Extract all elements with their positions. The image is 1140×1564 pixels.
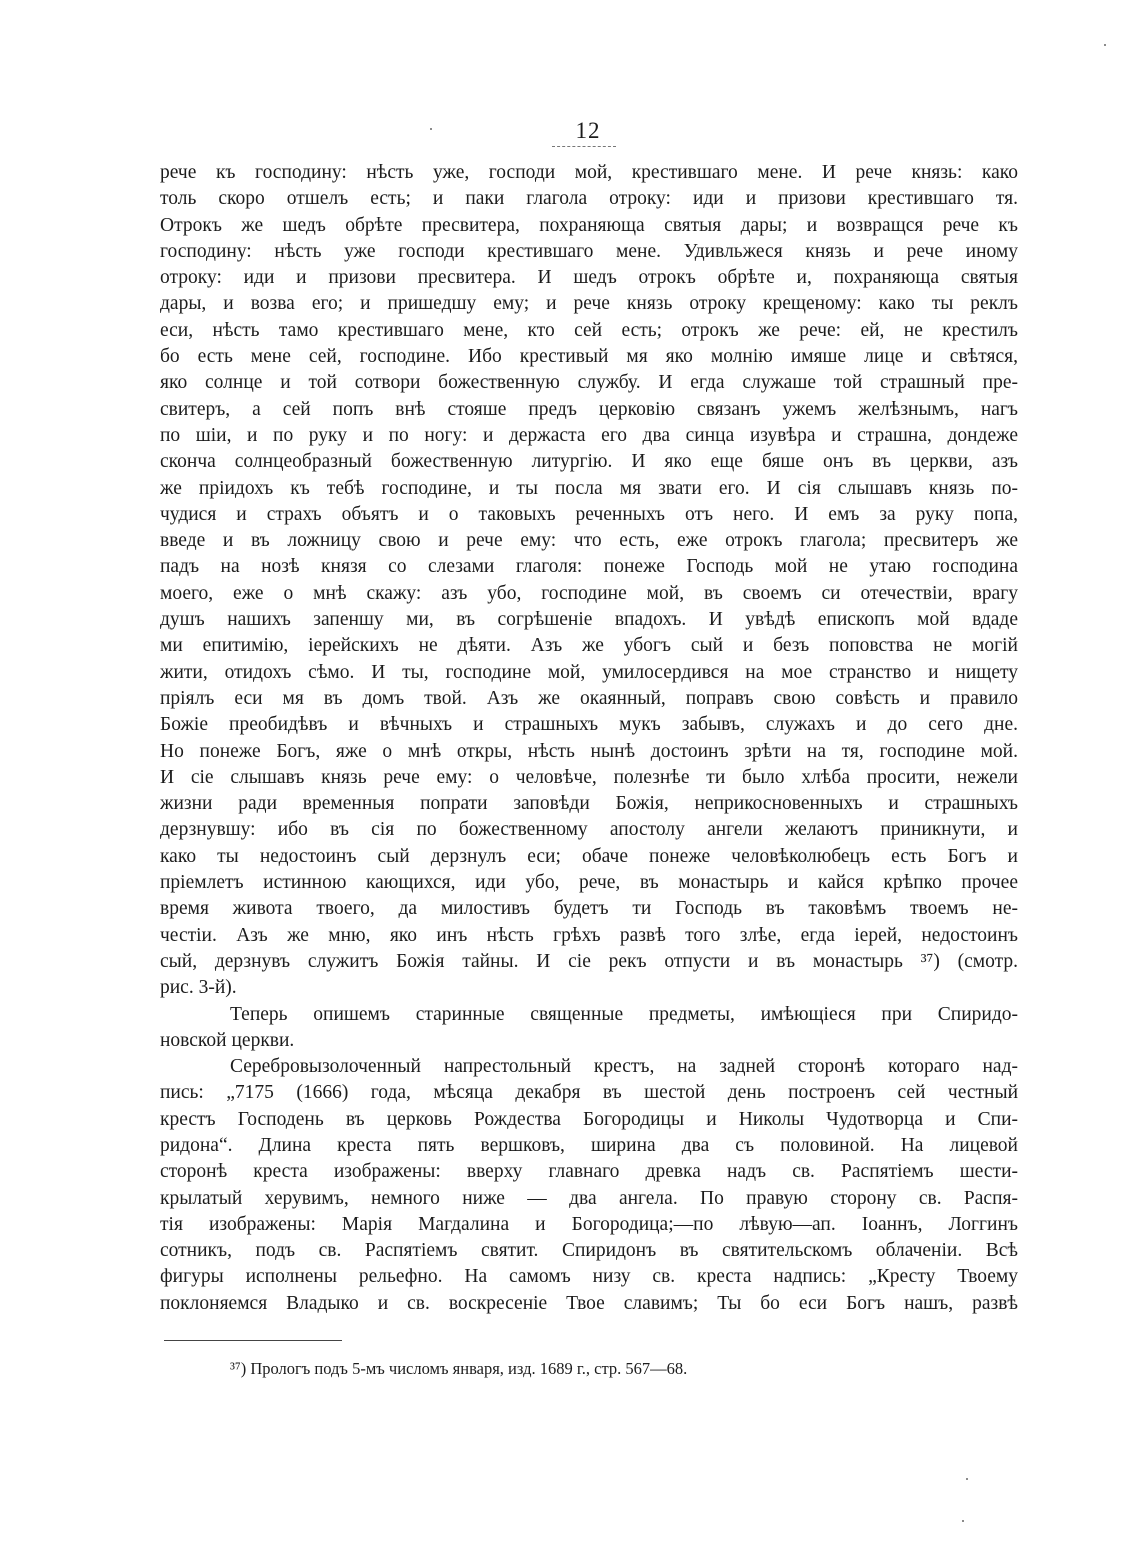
footnote: ³⁷) Прологъ подъ 5-мъ числомъ января, изд. 1689 г., стр. 567—68. bbox=[230, 1359, 688, 1378]
text-line: сый, дерзнувъ служитъ Божія тайны. И сіе рекъ отпусти и въ монастырь ³⁷) (смотр. bbox=[160, 950, 1018, 972]
text-line: господину: нѣсть уже господи крестившаго мене. Удивльжеся князь и рече иному bbox=[160, 240, 1018, 262]
text-line: честіи. Азъ же мню, яко инъ нѣсть грѣхъ развѣ того злѣе, егда іерей, недостоинъ bbox=[160, 924, 1018, 946]
text-line: душъ нашихъ запеншу ми, въ согрѣшеніе впадохъ. И увѣдѣ епископъ мой вдаде bbox=[160, 609, 1018, 631]
text-line: рече къ господину: нѣсть уже, господи мой, крестившаго мене. И рече князь: како bbox=[160, 162, 1018, 183]
text-line: дерзнувшу: ибо въ сія по божественному апостолу ангели желаютъ приникнути, и bbox=[160, 819, 1018, 841]
text-line: бо есть мене сей, господине. Ибо крестивый мя яко молнію имяше лице и свѣтяся, bbox=[160, 346, 1018, 368]
text-line: же пріидохъ къ тебѣ господине, и ты посла мя звати его. И сія слышавъ князь по- bbox=[160, 477, 1018, 499]
text-line: введе и въ ложницу свою и рече ему: что есть, еже отрокъ глагола; пресвитеръ же bbox=[160, 530, 1018, 552]
text-line: ми епитимію, іерейскихъ не дѣяти. Азъ же убогъ сый и безъ поповства не могій bbox=[160, 635, 1018, 657]
page-number-rule bbox=[552, 146, 616, 147]
text-line: како ты недостоинъ сый дерзнулъ еси; обаче понеже человѣколюбецъ есть Богъ и bbox=[160, 845, 1018, 867]
text-line: скончa солнцеобразный божественную литургію. И яко еще бяше онъ въ церкви, азъ bbox=[160, 451, 1018, 473]
text-line: моего, еже о мнѣ скажу: азъ убо, господине мой, въ своемъ си отечествіи, врагу bbox=[160, 582, 1018, 604]
text-line: Теперь опишемъ старинные священные предметы, имѣющіеся при Спиридо- bbox=[230, 1003, 1018, 1025]
text-line: еси, нѣсть тамо крестившаго мене, кто сей есть; отрокъ же рече: ей, не крестилъ bbox=[160, 319, 1018, 341]
text-line: сторонѣ креста изображены: вверху главнаго древка надъ св. Распятіемъ шести- bbox=[160, 1161, 1018, 1183]
text-line: яко солнце и той сотвори божественную службу. И егда служаше той страшный пре- bbox=[160, 372, 1018, 394]
text-line: сотникъ, подъ св. Распятіемъ святит. Спиридонъ въ святительскомъ облаченіи. Всѣ bbox=[160, 1240, 1018, 1262]
text-line: дары, и возва его; и пришедшу ему; и рече князь отроку крещеному: како ты реклъ bbox=[160, 293, 1018, 315]
text-line: пріемлетъ истинною кающихся, иди убо, рече, въ монастырь и кайся крѣпко прочее bbox=[160, 872, 1018, 894]
text-line: Серебровызолоченный напрестольный крестъ, на задней сторонѣ котораго над- bbox=[230, 1056, 1018, 1078]
text-line: свитеръ, а сей попъ внѣ стояше предъ церковію связанъ ужемъ желѣзнымъ, нагъ bbox=[160, 398, 1018, 420]
text-line: крестъ Господень въ церковь Рождества Богородицы и Николы Чудотворца и Спи- bbox=[160, 1108, 1018, 1130]
text-line: фигуры исполнены рельефно. На самомъ низу св. креста надпись: „Кресту Твоему bbox=[160, 1266, 1018, 1288]
text-line: жити, отидохъ сѣмо. И ты, господине мой, умилосердився на мое странство и нищету bbox=[160, 661, 1018, 683]
text-line: отроку: иди и призови пресвитера. И шедъ отрокъ обрѣте и, похраняюща святыя bbox=[160, 267, 1018, 289]
text-line: время живота твоего, да милостивъ будетъ ти Господь въ таковѣмъ твоемъ не- bbox=[160, 898, 1018, 920]
text-line: толь скоро отшелъ есть; и паки глагола отроку: иди и призови крестившаго тя. bbox=[160, 188, 1018, 210]
text-line: тія изображены: Марія Магдалина и Богородица;—по лѣвую—ап. Іоаннъ, Логгинъ bbox=[160, 1213, 1018, 1235]
body-text bbox=[160, 160, 1018, 1317]
page-number: 12 bbox=[575, 118, 601, 143]
text-line: по шіи, и по руку и по ногу: и держаста его два синца изувѣра и страшна, дондеже bbox=[160, 424, 1018, 446]
text-line: И сіе слышавъ князь рече ему: о человѣче, полезнѣе ти было хлѣба просити, нежели bbox=[160, 766, 1018, 788]
text-line: Но понеже Богъ, яже о мнѣ откры, нѣсть нынѣ достоинъ зрѣти на тя, господине мой. bbox=[160, 740, 1018, 762]
text-line: ридона“. Длина креста пять вершковъ, ширина два съ половиной. На лицевой bbox=[160, 1134, 1018, 1156]
text-line: крылатый херувимъ, немного ниже — два ангела. По правую сторону св. Распя- bbox=[160, 1187, 1018, 1209]
text-line: пись: „7175 (1666) года, мѣсяца декабря въ шестой день построенъ сей честный bbox=[160, 1082, 1018, 1104]
text-line: новской церкви. bbox=[160, 1029, 295, 1051]
footnote-divider bbox=[164, 1340, 342, 1341]
text-line: жизни ради временныя попрати заповѣди Божія, неприкосновенныхъ и страшныхъ bbox=[160, 793, 1018, 815]
text-line: поклоняемся Владыко и св. воскресеніе Твое славимъ; Ты бо еси Богъ нашъ, развѣ bbox=[160, 1292, 1018, 1314]
text-line: Божіе преобидѣвъ и вѣчныхъ и страшныхъ мукъ забывъ, служахъ и до сего дне. bbox=[160, 714, 1018, 736]
text-line: чудися и страхъ объятъ и о таковыхъ реченныхъ отъ него. И емъ за руку попа, bbox=[160, 503, 1018, 525]
text-line: падъ на нозѣ князя со слезами глаголя: понеже Господь мой не утаю господина bbox=[160, 556, 1018, 578]
text-line: Отрокъ же шедъ обрѣте пресвитера, похраняюща святыя дары; и возвращся рече къ bbox=[160, 214, 1018, 236]
text-line: пріялъ еси мя въ домъ твой. Азъ же окаянный, поправъ свою совѣсть и правило bbox=[160, 687, 1018, 709]
text-line: рис. 3-й). bbox=[160, 977, 237, 999]
